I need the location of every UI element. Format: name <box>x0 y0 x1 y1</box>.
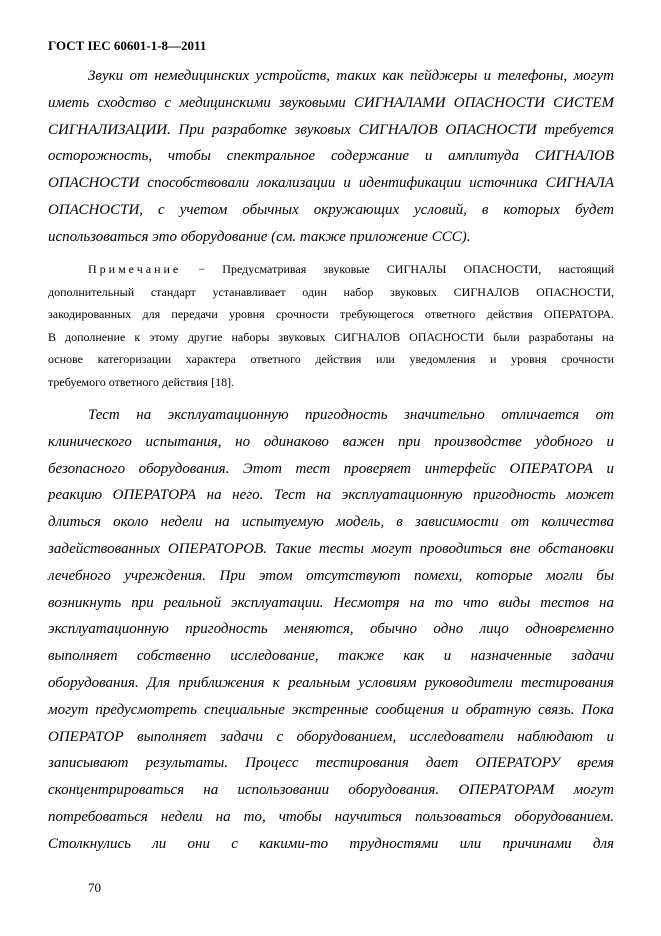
document-header: ГОСТ IEC 60601-1-8—2011 <box>48 38 207 53</box>
note-line: требуемого ответного действия [18]. <box>48 374 235 389</box>
text-line: Звуки от немедицинских устройств, таких как пейджеры и телефоны, могут <box>88 68 614 84</box>
paragraph-alarm-sounds <box>48 63 614 251</box>
text-line: осторожность, чтобы спектральное содержание и амплитуда СИГНАЛОВ <box>48 148 614 165</box>
text-line: выполняет собственно исследование, также как и назначенные задачи <box>48 648 614 665</box>
note-line: закодированных для передачи уровня срочности требующегося ответного действия ОПЕРАТОРА. <box>48 307 614 321</box>
text-line: сконцентрироваться на использовании оборудования. ОПЕРАТОРАМ могут <box>48 782 614 799</box>
text-line: лечебного учреждения. При этом отсутствуют помехи, которые могли бы <box>48 567 614 584</box>
text-line: задействованных ОПЕРАТОРОВ. Такие тесты могут проводиться вне обстановки <box>48 540 614 557</box>
text-line: иметь сходство с медицинскими звуковыми СИГНАЛАМИ ОПАСНОСТИ СИСТЕМ <box>48 94 614 111</box>
note-block <box>48 258 614 393</box>
text-line: Столкнулись ли они с какими-то трудностями или причинами для <box>48 835 614 852</box>
note-text: − Предусматривая звуковые СИГНАЛЫ ОПАСНОСТИ, настоящий <box>181 262 614 276</box>
text-line: реакцию ОПЕРАТОРА на него. Тест на эксплуатационную пригодность может <box>48 487 614 504</box>
text-line: ОПАСНОСТИ способствовали локализации и идентификации источника СИГНАЛА <box>48 175 614 192</box>
note-line: В дополнение к этому другие наборы звуковых СИГНАЛОВ ОПАСНОСТИ были разработаны на <box>48 329 614 344</box>
note-line: дополнительный стандарт устанавливает один набор звуковых СИГНАЛОВ ОПАСНОСТИ, <box>48 284 614 299</box>
note-first-line <box>48 258 614 281</box>
text-line: СИГНАЛИЗАЦИИ. При разработке звуковых СИГНАЛОВ ОПАСНОСТИ требуется <box>48 121 614 138</box>
text-line: ОПЕРАТОР выполняет задачи с оборудованием, исследователи наблюдают и <box>48 728 614 745</box>
text-line: ОПАСНОСТИ, с учетом обычных окружающих условий, в которых будет <box>48 201 614 218</box>
text-line: потребоваться недели на то, чтобы научиться пользоваться оборудованием. <box>48 808 614 825</box>
text-line: оборудования. Для приближения к реальным условиям руководители тестирования <box>48 674 614 691</box>
page-number: 70 <box>88 880 101 895</box>
text-line: безопасного оборудования. Этот тест проверяет интерфейс ОПЕРАТОРА и <box>48 460 614 477</box>
text-line: клинического испытания, но одинаково важен при производстве удобного и <box>48 433 614 450</box>
note-label: Примечание <box>88 262 182 276</box>
text-line: эксплуатационную пригодность меняются, обычно одно лицо одновременно <box>48 621 614 638</box>
text-line: возникнуть при реальной эксплуатации. Несмотря на то что виды тестов на <box>48 594 614 611</box>
text-line: использоваться это оборудование (см. также приложение ССС). <box>48 228 471 245</box>
text-line: Тест на эксплуатационную пригодность значительно отличается от <box>88 407 614 423</box>
text-line: длиться около недели на испытуемую модель, в зависимости от количества <box>48 514 614 531</box>
note-line: основе категоризации характера ответного действия или уведомления и уровня срочности <box>48 352 614 366</box>
text-line: записывают результаты. Процесс тестирования дает ОПЕРАТОРУ время <box>48 755 614 772</box>
text-line: могут предусмотреть специальные экстренные сообщения и обратную связь. Пока <box>48 701 614 718</box>
paragraph-usability-test <box>48 402 614 858</box>
